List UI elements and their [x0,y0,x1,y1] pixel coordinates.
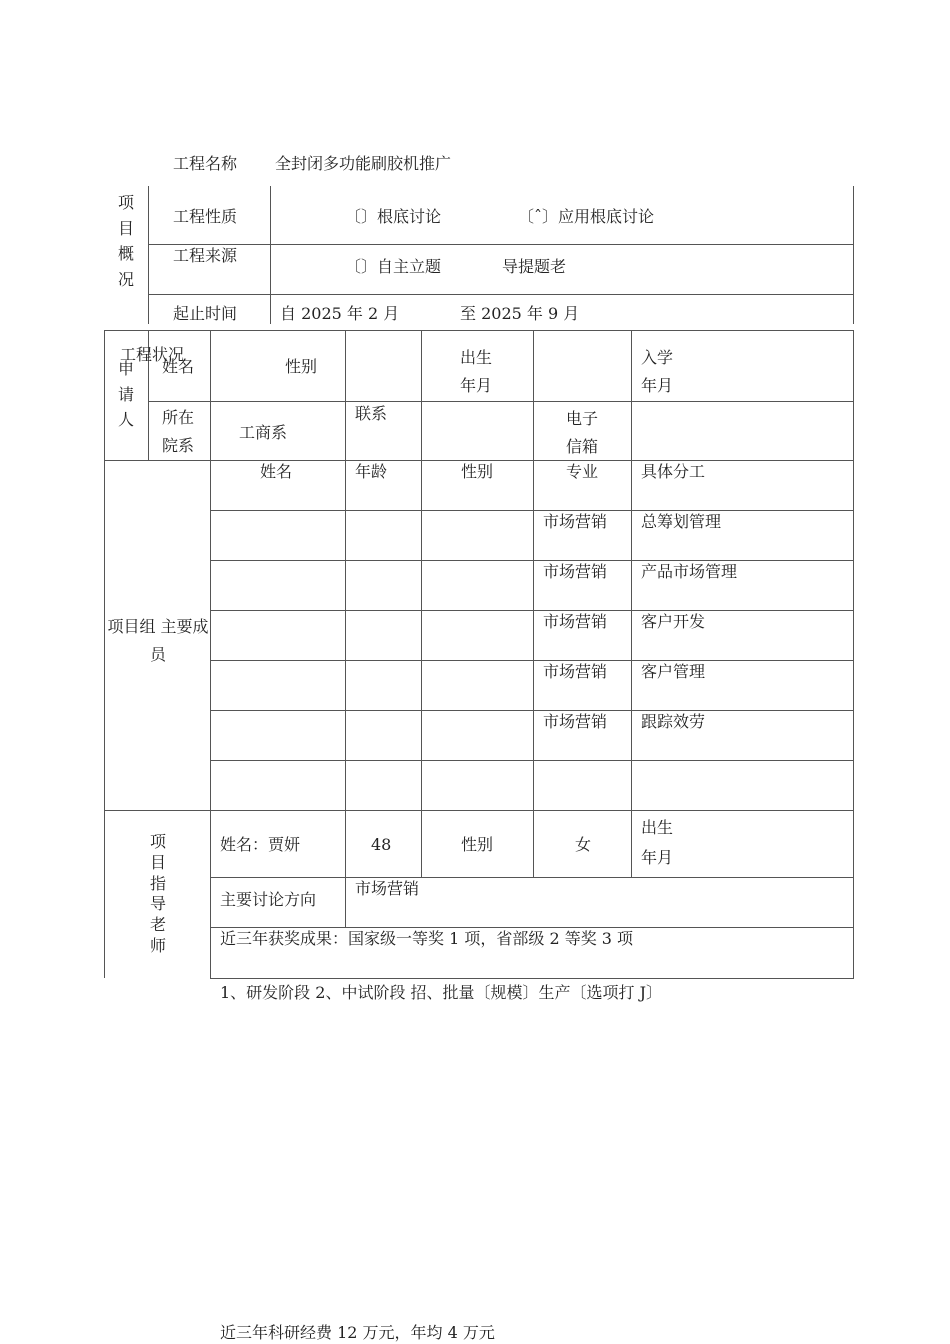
project-name-value: 全封闭多功能刷胶机推广 [275,154,452,173]
overview-side-cell [104,186,148,294]
project-name-label: 工程名称 [173,154,238,173]
advisor-age: 48 [371,835,392,854]
table-left-border [104,330,105,978]
advisor-direction: 市场营销 [355,879,420,898]
source-option-advisor: 导提题老 [502,257,567,276]
members-header-gender: 性别 [461,462,494,481]
period-row [148,294,854,323]
member-major: 市场营销 [543,712,608,731]
table-col-divider [210,330,211,978]
member-duty: 跟踪效劳 [641,712,706,731]
members-header-duty: 具体分工 [641,462,706,481]
member-duty: 产品市场管理 [641,562,738,581]
member-duty: 客户管理 [641,662,706,681]
member-major: 市场营销 [543,562,608,581]
nature-label: 工程性质 [173,207,238,226]
table-col-divider [421,330,422,877]
table-row-line [104,460,854,461]
advisor-awards: 近三年获奖成果：国家级一等奖 1 项，省部级 2 等奖 3 项 [220,929,634,948]
applicant-gender-label: 性别 [285,357,318,376]
applicant-row-line [148,401,854,402]
source-option-self: 〔〕自主立题 [345,257,442,276]
advisor-gender: 女 [575,835,592,854]
applicant-contact-label: 联系 [355,404,388,423]
table-row-line [210,710,854,711]
table-row-line [210,927,854,928]
period-start: 自 2025 年 2 月 [280,304,400,323]
applicant-email-label: 电子信箱 [566,409,599,456]
funding-note: 近三年科研经费 12 万元，年均 4 万元 [220,1323,495,1342]
table-col-divider [533,330,534,877]
advisor-name: 姓名：贾妍 [220,835,301,854]
table-row-line [210,610,854,611]
table-row-line [210,560,854,561]
advisor-gender-label: 性别 [461,835,494,854]
nature-option-basic: 〔〕根底讨论 [345,207,442,226]
table-right-border [853,330,854,978]
members-header-age: 年龄 [355,462,388,481]
stage-note: 1、研发阶段 2、中试阶段 招、批量〔规模〕生产〔选项打 J〕 [220,983,663,1002]
applicant-enroll-label: 入学年月 [641,348,674,395]
members-header-major: 专业 [566,462,599,481]
status-label: 工程状况 [120,345,185,364]
applicant-name-label: 姓名 [162,357,195,376]
table-col-divider [345,330,346,927]
table-row-line [104,810,854,811]
applicant-dept-label: 所在院系 [162,408,195,455]
period-label: 起止时间 [173,304,238,323]
source-label: 工程来源 [173,246,238,265]
member-duty: 总筹划管理 [641,512,722,531]
member-major: 市场营销 [543,512,608,531]
period-end: 至 2025 年 9 月 [460,304,580,323]
table-bottom-line [210,978,854,979]
applicant-side-label: 申请人 [117,359,134,430]
advisor-direction-label: 主要讨论方向 [220,890,317,909]
advisor-birth-label: 出生年月 [641,818,674,868]
applicant-birth-label: 出生年月 [460,348,493,395]
overview-side-label: 项目概况 [117,193,134,289]
table-top-line [104,330,854,331]
applicant-dept-value: 工商系 [239,423,288,442]
members-side-label: 项目组 主要成员 [107,617,209,664]
members-header-name: 姓名 [260,462,293,481]
overview-row-line [148,244,854,245]
table-col-divider [631,330,632,877]
member-major: 市场营销 [543,612,608,631]
member-duty: 客户开发 [641,612,706,631]
table-row-line [210,510,854,511]
advisor-side-label: 项目指导老师 [149,832,166,955]
table-row-line [210,877,854,878]
table-row-line [210,660,854,661]
table-row-line [210,760,854,761]
nature-option-applied: 〔ˆ〕应用根底讨论 [518,207,655,226]
member-major: 市场营销 [543,662,608,681]
